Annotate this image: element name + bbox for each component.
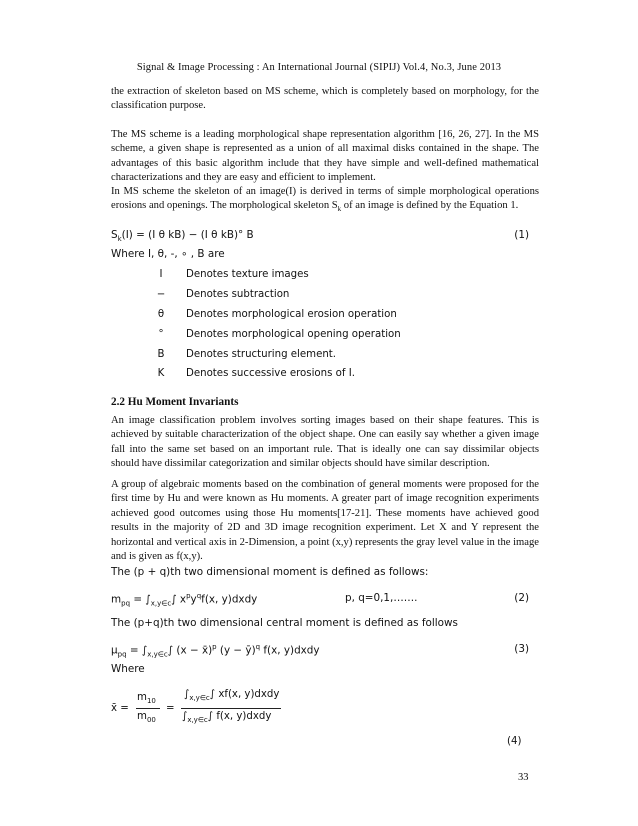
symbol: K (157, 368, 165, 379)
eq4-equals: = (166, 703, 175, 714)
eq1-lhs-sub: k (117, 235, 122, 244)
eq2-sup-q: q (196, 592, 202, 600)
eq1-lhs: S (111, 229, 118, 241)
equation-2 (111, 592, 541, 608)
eq3-lhs-sub: pq (117, 650, 127, 659)
eq4-num1-sub: 10 (146, 697, 156, 706)
eq4-lhs: x̄ = (111, 703, 129, 714)
symbol-desc: Denotes successive erosions of I. (186, 368, 355, 379)
eq4-den2 (182, 711, 271, 724)
eq2-condition: p, q=0,1,……. (345, 592, 418, 604)
symbol-desc: Denotes morphological opening operation (186, 329, 401, 340)
paragraph-skeleton-intro: the extraction of skeleton based on MS scheme, which is completely based on morphology, for the classification purpose. (111, 86, 539, 112)
equation-3 (111, 643, 541, 659)
eq2-number: (2) (514, 592, 529, 604)
eq4-den2-sub: x,y∈c (187, 716, 208, 725)
symbol: B (157, 349, 165, 360)
eq4-den2-tail: ∫ f(x, y)dxdy (207, 711, 272, 722)
eq4-den1-sub: 00 (146, 716, 156, 725)
eq4-num2-int: ∫ (184, 689, 190, 700)
section-title: 2.2 Hu Moment Invariants (111, 396, 239, 408)
running-header: Signal & Image Processing : An International Journal (SIPIJ) Vol.4, No.3, June 2013 (136, 62, 502, 73)
eq2-integral: = ∫ (130, 593, 151, 606)
paragraph-text-a: In MS scheme the skeleton of an image(I) is derived in terms of simple morphological operations erosions and openings. The morphological skeleton S (111, 186, 539, 212)
eq3-integral: = ∫ (126, 644, 148, 657)
eq3-lhs: μ (111, 644, 118, 657)
eq4-den1 (137, 711, 156, 724)
eq4-den1-m: m (137, 711, 147, 722)
symbol: θ (157, 309, 165, 320)
eq4-num1 (137, 692, 156, 705)
eq4-num2-sub: x,y∈c (189, 694, 210, 703)
eq2-integral-sub: x,y∈c (150, 599, 172, 608)
eq2-integrand: ∫ x (171, 593, 187, 606)
symbol-desc: Denotes subtraction (186, 289, 290, 300)
paragraph-classification: An image classification problem involves sorting images based on their shape features. This is achieved by suitable characterization of the object shape. One can easily say whether a given image fall into the same set based on an important rule. That is ideally one can say dissimilar objects should have dissimilar categorization and similar objects should have similar description. (111, 415, 539, 470)
symbol: − (156, 289, 166, 300)
eq3-sup-q: q (255, 643, 261, 651)
eq3-integral-sub: x,y∈c (147, 650, 168, 659)
eq1-number: (1) (514, 229, 529, 241)
paragraph-hu-moments: A group of algebraic moments based on the combination of general moments were proposed for the first time by Hu and were known as Hu moments. A greater part of image recognition experiments achieved good outcomes using those Hu moments[17-21]. These moments have achieved good results in the majority of 2D and 3D image recognition experiment. Let X and Y represent the horizontal and vertical axis in 2-Dimension, a point (x,y) represents the gray level value in the image and is given as f(x,y). (111, 479, 539, 563)
paragraph-skeleton-derivation (111, 185, 539, 217)
symbol: ° (158, 329, 164, 340)
eq3-where: Where (111, 663, 145, 675)
eq3-intro: The (p+q)th two dimensional central moment is defined as follows (111, 617, 458, 629)
eq4-fraction-bar-1 (136, 708, 160, 709)
eq2-mid: y (190, 593, 197, 606)
eq4-number: (4) (507, 736, 522, 747)
eq2-tail: f(x, y)dxdy (201, 593, 258, 606)
eq4-num2-tail: ∫ xf(x, y)dxdy (209, 689, 280, 700)
eq4-num1-m: m (137, 692, 147, 703)
symbol: I (159, 269, 163, 280)
eq4-num2 (184, 689, 279, 702)
symbol-desc: Denotes structuring element. (186, 349, 337, 360)
equation-1 (111, 229, 541, 243)
page-number: 33 (518, 772, 529, 783)
eq2-intro: The (p + q)th two dimensional moment is defined as follows: (111, 566, 429, 578)
paragraph-ms-scheme: The MS scheme is a leading morphological shape representation algorithm [16, 26, 27]. In the MS scheme, a given shape is represented as a union of all maximal disks contained in the shape. The advantages of this basic algorithm include that they have simple and well-defined mathematical characterizations and they are easy and efficient to implement. (111, 129, 539, 184)
symbol-desc: Denotes morphological erosion operation (186, 309, 397, 320)
eq1-where: Where I, θ, -, ∘ , B are (111, 248, 225, 260)
eq3-number: (3) (514, 643, 529, 655)
eq4-den2-int: ∫ (182, 711, 188, 722)
eq3-integrand: ∫ (x − x̄) (167, 644, 213, 657)
eq2-lhs: m (111, 593, 122, 606)
eq3-mid: (y − ȳ) (216, 644, 256, 657)
eq3-tail: f(x, y)dxdy (260, 644, 320, 657)
eq2-sup-p: p (186, 592, 191, 600)
symbol-desc: Denotes texture images (186, 269, 309, 280)
paragraph-subscript: k (337, 205, 342, 214)
eq2-lhs-sub: pq (121, 599, 131, 608)
eq1-rhs: (I) = (I θ kB) − (I θ kB)° B (121, 229, 254, 241)
eq4-fraction-bar-2 (181, 708, 281, 709)
paragraph-text-b: of an image is defined by the Equation 1. (341, 200, 519, 212)
eq3-sup-p: p (212, 643, 217, 651)
